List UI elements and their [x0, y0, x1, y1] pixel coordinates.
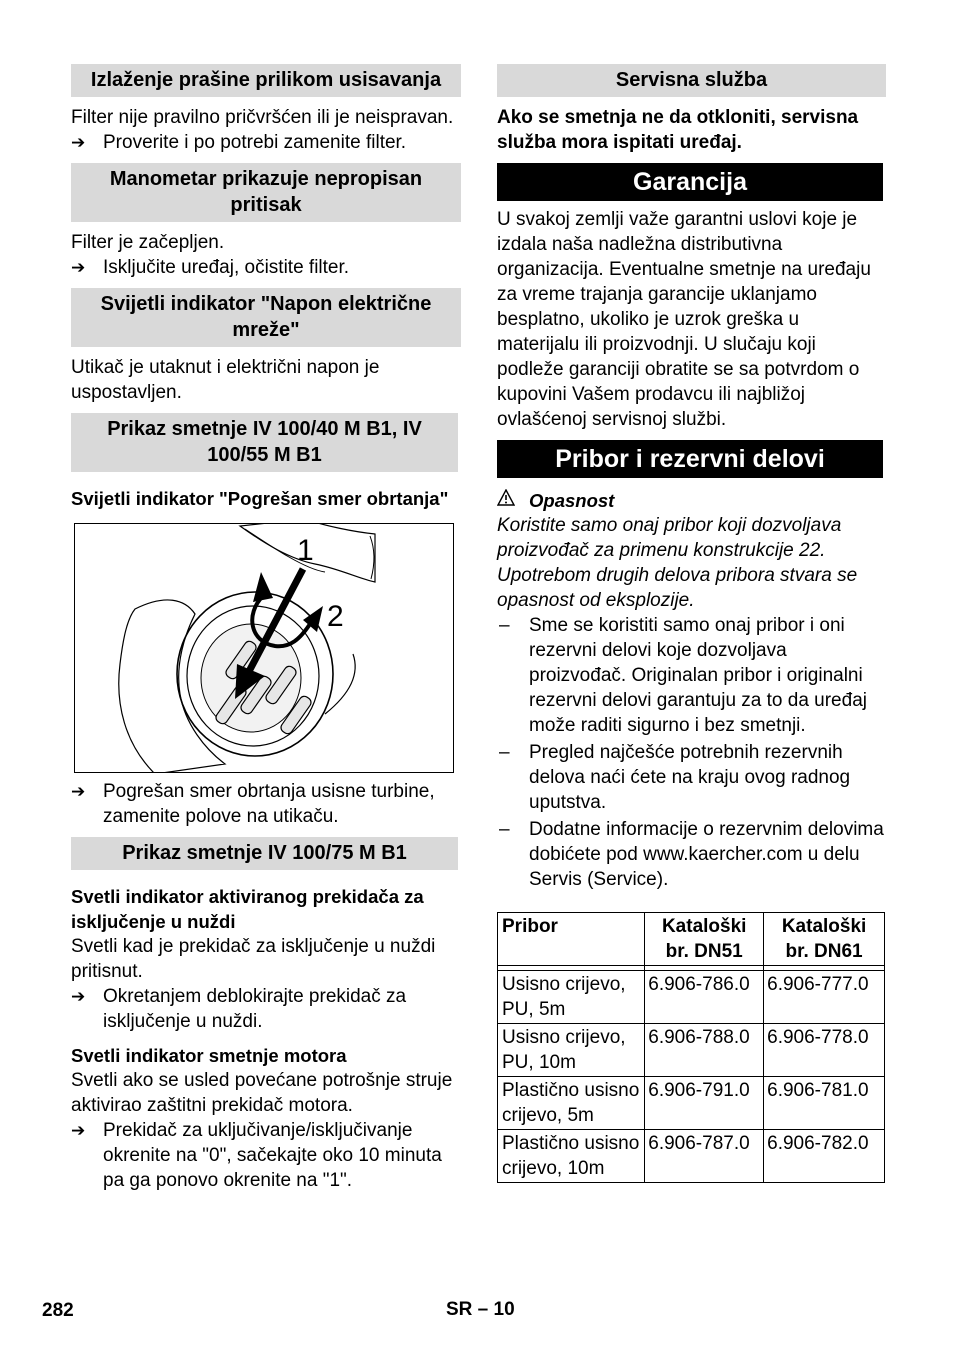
table-header-cell: Kataloški br. DN61 — [764, 913, 885, 966]
table-row — [498, 971, 885, 1024]
manometer-step — [71, 255, 461, 280]
dust-step — [71, 130, 461, 155]
section-heading-service: Servisna služba — [497, 64, 886, 97]
warning-triangle-icon — [497, 488, 519, 513]
plug-pole-illustration — [74, 523, 454, 773]
list-item: – Pregled najčešće potrebnih rezervnih delova naći ćete na kraju ovog radnog uputstva. — [497, 740, 886, 815]
list-item: – Dodatne informacije o rezervnim delovima dobićete pod www.kaercher.com u delu Servis (Service). — [497, 817, 886, 892]
language-page-label: SR – 10 — [446, 1299, 515, 1320]
table-cell: Plastično usisno crijevo, 10m — [498, 1130, 645, 1183]
section-heading-mains-indicator: Svijetli indikator "Napon električne mreže" — [71, 288, 461, 347]
manometer-cause-text: Filter je začepljen. — [71, 232, 225, 253]
dust-cause-text: Filter nije pravilno pričvršćen ili je neispravan. — [71, 107, 454, 128]
page-number: 282 — [42, 1300, 74, 1321]
right-column — [497, 64, 886, 1183]
accessories-table — [497, 912, 885, 1183]
emergency-stop-step — [71, 984, 461, 1034]
illus-label-2: 2 — [327, 600, 344, 633]
table-cell: 6.906-781.0 — [764, 1077, 885, 1130]
motor-fault-text: Svetli ako se usled povećane potrošnje struje aktivirao zaštitni prekidač motora. — [71, 1070, 453, 1116]
mains-indicator-text: Utikač je utaknut i električni napon je uspostavljen. — [71, 357, 380, 403]
list-item-text: Sme se koristiti samo onaj pribor i oni rezervni delovi koje dozvoljava proizvođač. Originalan pribor i originalni rezervni delovi garantuju za to da uređaj može raditi sigurno i bez smetnji. — [529, 615, 867, 736]
table-cell: 6.906-778.0 — [764, 1024, 885, 1077]
section-heading-fault-iv100-75: Prikaz smetnje IV 100/75 M B1 — [71, 837, 458, 870]
wrong-direction-subheading: Svijetli indikator "Pogrešan smer obrtanja" — [71, 488, 449, 509]
section-heading-dust: Izlaženje prašine prilikom usisavanja — [71, 64, 461, 97]
table-cell: Usisno crijevo, PU, 5m — [498, 971, 645, 1024]
arrow-right-icon: ➔ — [71, 1121, 86, 1140]
table-row — [498, 1024, 885, 1077]
wrong-direction-step — [71, 779, 461, 829]
danger-label-row — [497, 488, 886, 513]
motor-fault-subheading: Svetli indikator smetnje motora — [71, 1045, 347, 1066]
motor-fault-step — [71, 1118, 461, 1193]
arrow-right-icon: ➔ — [71, 258, 86, 277]
arrow-right-icon: ➔ — [71, 782, 86, 801]
manometer-step-text: Isključite uređaj, očistite filter. — [103, 257, 350, 278]
table-header-cell: Pribor — [498, 913, 645, 966]
emergency-stop-step-text: Okretanjem deblokirajte prekidač za isključenje u nuždi. — [103, 986, 407, 1032]
table-row — [498, 1130, 885, 1183]
table-cell: 6.906-782.0 — [764, 1130, 885, 1183]
section-heading-manometer: Manometar prikazuje nepropisan pritisak — [71, 163, 461, 222]
arrow-right-icon: ➔ — [71, 133, 86, 152]
list-item-text: Dodatne informacije o rezervnim delovima dobićete pod www.kaercher.com u delu Servis (Service). — [529, 819, 884, 890]
table-cell: Plastično usisno crijevo, 5m — [498, 1077, 645, 1130]
list-item-text: Pregled najčešće potrebnih rezervnih delova naći ćete na kraju ovog radnog uputstva. — [529, 742, 851, 813]
table-cell: 6.906-777.0 — [764, 971, 885, 1024]
table-cell: Usisno crijevo, PU, 10m — [498, 1024, 645, 1077]
emergency-stop-subheading: Svetli indikator aktiviranog prekidača za isključenje u nuždi — [71, 886, 424, 932]
illus-label-1: 1 — [297, 534, 314, 567]
section-heading-warranty: Garancija — [497, 163, 883, 201]
list-item: – Sme se koristiti samo onaj pribor i oni rezervni delovi koje dozvoljava proizvođač. Originalan pribor i originalni rezervni delovi garantuju za to da uređaj može raditi sigurno i bez smetnji. — [497, 613, 886, 738]
section-heading-accessories: Pribor i rezervni delovi — [497, 440, 883, 478]
table-cell: 6.906-788.0 — [645, 1024, 764, 1077]
wrong-direction-step-text: Pogrešan smer obrtanja usisne turbine, zamenite polove na utikaču. — [103, 781, 435, 827]
table-row — [498, 1077, 885, 1130]
table-header-cell: Kataloški br. DN51 — [645, 913, 764, 966]
warranty-text: U svakoj zemlji važe garantni uslovi koje je izdala naša nadležna distributivna organizacija. Eventualne smetnje na uređaju za vreme trajanja garancije uklanjamo besplatno, ukoliko je uzrok greška u materijalu ili proizvodnji. U slučaju koji podleže garanciji obratite se sa potvrdom o kupovini Vašem prodavcu ili najbližoj ovlašćenoj servisnoj službi. — [497, 209, 871, 430]
service-text: Ako se smetnja ne da otkloniti, servisna služba mora ispitati uređaj. — [497, 107, 859, 153]
motor-fault-step-text: Prekidač za uključivanje/isključivanje okrenite na "0", sačekajte oko 10 minuta pa ga ponovo okrenite na "1". — [103, 1120, 442, 1191]
table-cell: 6.906-791.0 — [645, 1077, 764, 1130]
table-header-row — [498, 913, 885, 966]
danger-label: Opasnost — [529, 490, 615, 511]
danger-text: Koristite samo onaj pribor koji dozvoljava proizvođač za primenu konstrukcije 22. Upotrebom drugih delova pribora stvara se opasnost od eksplozije. — [497, 515, 858, 611]
dust-step-text: Proverite i po potrebi zamenite filter. — [103, 132, 407, 153]
left-column — [71, 64, 461, 1193]
table-cell: 6.906-786.0 — [645, 971, 764, 1024]
table-cell: 6.906-787.0 — [645, 1130, 764, 1183]
arrow-right-icon: ➔ — [71, 987, 86, 1006]
section-heading-fault-iv100-40: Prikaz smetnje IV 100/40 M B1, IV 100/55 M B1 — [71, 413, 458, 472]
emergency-stop-text: Svetli kad je prekidač za isključenje u nuždi pritisnut. — [71, 936, 436, 982]
